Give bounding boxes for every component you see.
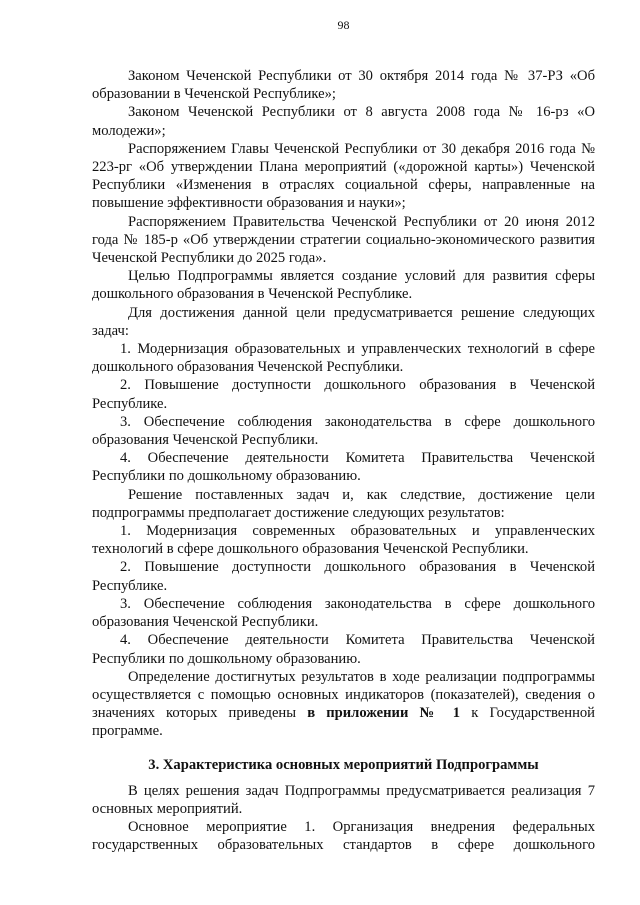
paragraph-indicators [92,668,595,741]
result-item-2: 2. Повышение доступности дошкольного образования в Чеченской Республике. [92,559,595,594]
indicators-text-end: к Государственной программе. [92,705,595,740]
paragraph-measure-1: Основное мероприятие 1. Организация внедрения федеральных государственных образовательных стандартов в сфере дошкольного [92,819,595,854]
document-page [92,18,595,855]
paragraph-tasks-intro: Для достижения данной цели предусматривается решение следующих задач: [92,304,595,339]
page-number: 98 [337,18,350,32]
paragraph-results-intro: Решение поставленных задач и, как следствие, достижение цели подпрограммы предполагает достижение следующих результатов: [92,486,595,521]
paragraph-law-2014: Законом Чеченской Республики от 30 октября 2014 года № 37-РЗ «Об образовании в Чеченской Республике»; [92,68,595,103]
paragraph-law-2008: Законом Чеченской Республики от 8 августа 2008 года № 16-рз «О молодежи»; [92,104,595,139]
paragraph-order-gov-2012: Распоряжением Правительства Чеченской Республики от 20 июня 2012 года № 185-р «Об утверждении стратегии социально-экономического развития Чеченской Республики до 2025 года». [92,213,595,267]
paragraph-section-intro: В целях решения задач Подпрограммы предусматривается реализация 7 основных мероприятий. [92,782,595,817]
task-item-3: 3. Обеспечение соблюдения законодательства в сфере дошкольного образования Чеченской Республики. [92,413,595,449]
result-item-4: 4. Обеспечение деятельности Комитета Правительства Чеченской Республики по дошкольному образованию. [92,632,595,667]
paragraph-order-head-2016: Распоряжением Главы Чеченской Республики от 30 декабря 2016 года № 223-рг «Об утверждении Плана мероприятий («дорожной карты») Чеченской Республики «Изменения в отраслях социальной сферы, направленные на повышение эффективности образования и науки»; [92,140,595,212]
task-item-4: 4. Обеспечение деятельности Комитета Правительства Чеченской Республики по дошкольному образованию. [92,450,595,485]
section-heading: 3. Характеристика основных мероприятий Подпрограммы [148,756,539,773]
appendix-reference: в приложении № 1 [307,705,461,722]
indicators-text: Определение достигнутых результатов в ходе реализации подпрограммы осуществляется с помощью основных индикаторов (показателей), сведения о значениях которых приведены [92,668,595,722]
result-item-1: 1. Модернизация современных образовательных и управленческих технологий в сфере дошкольного образования Чеченской Республики. [92,523,595,558]
task-item-1: 1. Модернизация образовательных и управленческих технологий в сфере дошкольного образования Чеченской Республики. [92,341,595,376]
result-item-3: 3. Обеспечение соблюдения законодательства в сфере дошкольного образования Чеченской Республики. [92,595,595,631]
task-item-2: 2. Повышение доступности дошкольного образования в Чеченской Республике. [92,377,595,412]
paragraph-goal: Целью Подпрограммы является создание условий для развития сферы дошкольного образования в Чеченской Республике. [92,268,595,303]
